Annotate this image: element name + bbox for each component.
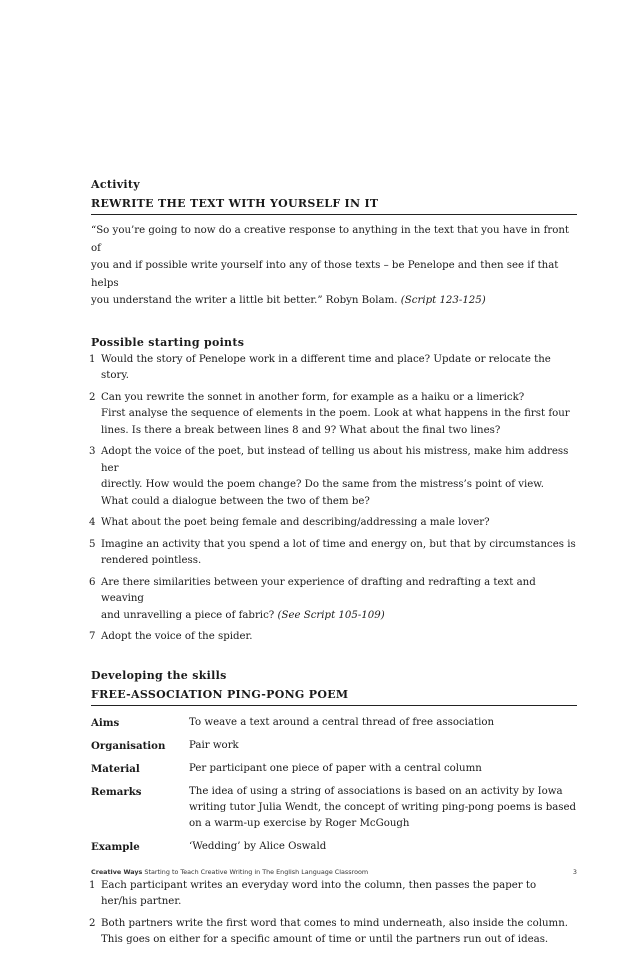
- steps-list: [91, 878, 577, 949]
- page-number: 3: [572, 868, 577, 876]
- list-item: [91, 352, 577, 385]
- activity-title: REWRITE THE TEXT WITH YOURSELF IN IT: [91, 197, 379, 210]
- footer-brand: Creative Ways: [91, 868, 143, 876]
- item-line: directly. How would the poem change? Do the same from the mistress’s point of view.: [101, 479, 545, 490]
- starting-points-heading: Possible starting points: [91, 335, 245, 349]
- list-item: [91, 444, 577, 510]
- item-line: Would the story of Penelope work in a different time and place? Update or relocate the story.: [101, 353, 551, 381]
- row-value: [189, 782, 577, 837]
- item-number: 6: [89, 576, 96, 588]
- row-key: Organisation: [91, 739, 166, 752]
- starting-points-list: [91, 352, 577, 646]
- item-line: Are there similarities between your experience of drafting and redrafting a text and weaving: [101, 576, 536, 604]
- list-item: [91, 515, 577, 532]
- skills-title: FREE-ASSOCIATION PING-PONG POEM: [91, 687, 349, 701]
- page-content: [91, 178, 577, 954]
- row-key: Example: [91, 840, 140, 853]
- item-line: Adopt the voice of the spider.: [101, 631, 253, 642]
- item-number: 4: [89, 517, 96, 528]
- quote-reference: (Script 123-125): [400, 295, 486, 306]
- item-number: 2: [89, 917, 96, 929]
- row-value-line: writing tutor Julia Wendt, the concept of writing ping-pong poems is based: [189, 801, 577, 813]
- item-line: What could a dialogue between the two of them be?: [101, 495, 370, 507]
- row-key: Material: [91, 762, 140, 775]
- quote-line-last: [91, 292, 577, 310]
- quote-line: you and if possible write yourself into any of those texts – be Penelope and then see if that helps: [91, 260, 559, 289]
- row-value: ‘Wedding’ by Alice Oswald: [189, 840, 327, 852]
- row-key: Aims: [91, 716, 120, 729]
- list-item: [91, 878, 577, 911]
- table-row: [91, 713, 577, 736]
- item-line: First analyse the sequence of elements in the poem. Look at what happens in the first four: [101, 408, 570, 419]
- activity-quote: [91, 222, 577, 310]
- item-line: This goes on either for a specific amount of time or until the partners run out of ideas.: [101, 934, 549, 945]
- list-item: [91, 390, 577, 440]
- row-value-line: on a warm-up exercise by Roger McGough: [189, 817, 410, 829]
- table-row: [91, 759, 577, 782]
- item-number: 3: [89, 446, 96, 457]
- row-value: To weave a text around a central thread of free association: [189, 716, 495, 728]
- list-item: [91, 537, 577, 570]
- row-value: Per participant one piece of paper with a central column: [189, 762, 482, 774]
- item-line: her/his partner.: [101, 896, 182, 907]
- activity-label: Activity: [91, 178, 140, 191]
- list-item: [91, 575, 577, 625]
- row-key: Remarks: [91, 785, 142, 798]
- page-footer: [91, 868, 577, 876]
- item-number: 1: [89, 879, 96, 891]
- item-line: Adopt the voice of the poet, but instead of telling us about his mistress, make him address her: [101, 446, 569, 474]
- item-number: 5: [89, 538, 96, 550]
- table-row: [91, 782, 577, 837]
- quote-line: you understand the writer a little bit better.” Robyn Bolam.: [91, 295, 398, 306]
- item-reference: (See Script 105-109): [277, 609, 385, 621]
- table-row: [91, 736, 577, 759]
- item-line: Imagine an activity that you spend a lot of time and energy on, but that by circumstances is: [101, 538, 576, 550]
- quote-line: “So you’re going to now do a creative response to anything in the text that you have in front of: [91, 225, 569, 254]
- item-line: Can you rewrite the sonnet in another form, for example as a haiku or a limerick?: [101, 391, 525, 403]
- item-line-with-ref: [101, 608, 577, 625]
- item-number: 2: [89, 391, 96, 403]
- item-line: and unravelling a piece of fabric?: [101, 609, 275, 621]
- item-line: rendered pointless.: [101, 555, 202, 566]
- item-number: 1: [89, 353, 96, 365]
- list-item: [91, 916, 577, 949]
- item-line: Each participant writes an everyday word into the column, then passes the paper to: [101, 879, 537, 891]
- skills-heading: Developing the skills: [91, 668, 227, 682]
- item-number: 7: [89, 631, 96, 642]
- list-item: [91, 629, 577, 646]
- item-line: What about the poet being female and describing/addressing a male lover?: [101, 517, 490, 528]
- row-value-line: The idea of using a string of associations is based on an activity by Iowa: [189, 785, 563, 797]
- row-value: Pair work: [189, 739, 239, 751]
- table-row: [91, 837, 577, 860]
- skills-rule: [91, 705, 577, 706]
- footer-subtitle: Starting to Teach Creative Writing in The English Language Classroom: [144, 868, 369, 876]
- activity-rule: [91, 214, 577, 215]
- activity-details-table: [91, 713, 577, 860]
- item-line: lines. Is there a break between lines 8 and 9? What about the final two lines?: [101, 424, 501, 436]
- item-line: Both partners write the first word that comes to mind underneath, also inside the column.: [101, 917, 569, 929]
